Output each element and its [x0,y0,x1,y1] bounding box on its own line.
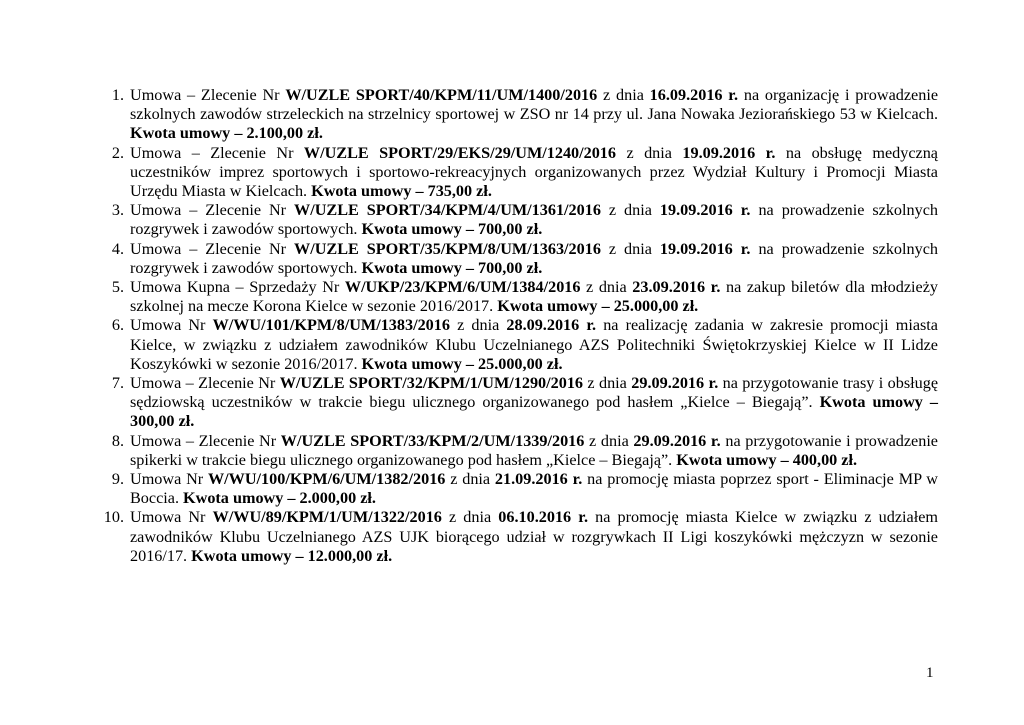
regular-text: z dnia [616,143,683,162]
bold-text: Kwota umowy – 300,00 zł. [130,393,938,431]
item-number: 5. [111,278,124,297]
bold-text: Kwota umowy – 700,00 zł. [361,220,543,239]
regular-text: Umowa – Zlecenie Nr [130,431,281,450]
regular-text: z dnia [600,201,660,220]
regular-text: na prowadzenie szkolnych rozgrywek i zawodów sportowych. [130,201,938,239]
regular-text: na przygotowanie trasy i obsługę sędziowską uczestników w trakcie biegu ulicznego organizowanego pod hasłem „Kielce – Biegają”. [130,374,938,412]
bold-text: 19.09.2016 r. [659,239,751,258]
bold-text: Kwota umowy – 735,00 zł. [311,182,492,201]
contract-item [0,144,1024,202]
bold-text: W/UZLE SPORT/33/KPM/2/UM/1339/2016 [280,431,585,450]
bold-text: W/UZLE SPORT/40/KPM/11/UM/1400/2016 [285,86,598,104]
regular-text: z dnia [597,86,650,104]
bold-text: W/UZLE SPORT/29/EKS/29/UM/1240/2016 [303,143,616,162]
item-number: 8. [111,431,124,450]
item-number: 1. [111,86,124,104]
regular-text: z dnia [445,470,495,489]
item-number: 7. [111,374,124,393]
regular-text: z dnia [583,374,632,393]
contract-item [0,508,1024,566]
item-number: 10. [103,508,124,527]
bold-text: W/WU/100/KPM/6/UM/1382/2016 [207,470,446,489]
bold-text: 29.09.2016 r. [633,431,721,450]
contract-item [0,240,1024,278]
bold-text: 21.09.2016 r. [494,470,583,489]
regular-text: na organizację i prowadzenie szkolnych zawodów strzeleckich na strzelnicy sportowej w ZSO nr 14 przy ul. Jana Nowaka Jeziorańskiego 53 w Kielcach. [130,86,939,124]
bold-text: W/UKP/23/KPM/6/UM/1384/2016 [344,278,581,297]
bold-text: 23.09.2016 r. [632,278,721,297]
bold-text: W/UZLE SPORT/35/KPM/8/UM/1363/2016 [294,239,601,258]
regular-text: na obsługę medyczną uczestników imprez sportowych i sportowo-rekreacyjnych organizowanych przez Wydział Kultury i Promocji Miasta Urzędu Miasta w Kielcach. [130,143,938,201]
regular-text: na promocję miasta Kielce w związku z udziałem zawodników Klubu Uczelnianego AZS UJK biorącego udział w rozgrywkach II Ligi koszykówki mężczyzn w sezonie 2016/17. [130,508,938,565]
bold-text: 19.09.2016 r. [659,201,751,220]
bold-text: W/WU/89/KPM/1/UM/1322/2016 [212,508,442,527]
contract-item [0,316,1024,374]
regular-text: z dnia [580,278,633,297]
contract-item [0,201,1024,239]
item-text [130,201,938,239]
bold-text: Kwota umowy – 2.100,00 zł. [130,124,323,143]
regular-text: na zakup biletów dla młodzieży szkolnej na mecze Korona Kielce w sezonie 2016/2017. [130,278,938,316]
item-text [130,278,938,316]
item-number: 2. [111,143,124,162]
bold-text: 28.09.2016 r. [506,316,597,335]
bold-text: Kwota umowy – 2.000,00 zł. [183,489,376,508]
bold-text: Kwota umowy – 25.000,00 zł. [497,297,699,316]
regular-text: Umowa Nr [130,470,208,489]
contract-item [0,470,1024,508]
item-text [130,432,938,470]
regular-text: na realizację zadania w zakresie promocji miasta Kielce, w związku z udziałem zawodników Klubu Uczelnianego AZS Politechniki Świętokrzyskiej Kielce w II Lidze Koszykówki w sezonie 2016/2017. [130,316,938,373]
regular-text: na przygotowanie i prowadzenie spikerki w trakcie biegu ulicznego organizowanego pod hasłem „Kielce – Biegają”. [130,431,938,469]
contract-item [0,432,1024,470]
bold-text: W/UZLE SPORT/32/KPM/1/UM/1290/2016 [279,374,584,393]
item-text [130,374,938,432]
item-text [130,470,938,508]
bold-text: Kwota umowy – 25.000,00 zł. [361,354,563,373]
item-text [130,86,938,144]
regular-text: na promocję miasta poprzez sport - Eliminacje MP w Boccia. [130,470,938,508]
page-number: 1 [926,665,934,681]
bold-text: Kwota umowy – 400,00 zł. [676,450,858,469]
regular-text: z dnia [441,508,499,527]
item-text [130,144,938,202]
contract-item [0,374,1024,432]
item-number: 4. [111,239,124,258]
regular-text: Umowa – Zlecenie Nr [130,374,280,393]
regular-text: z dnia [600,239,660,258]
item-text [130,240,938,278]
regular-text: Umowa – Zlecenie Nr [130,201,295,220]
bold-text: W/UZLE SPORT/34/KPM/4/UM/1361/2016 [294,201,601,220]
regular-text: Umowa Nr [130,316,213,335]
regular-text: Umowa Kupna – Sprzedaży Nr [130,278,345,297]
bold-text: Kwota umowy – 700,00 zł. [361,258,543,277]
bold-text: Kwota umowy – 12.000,00 zł. [191,546,393,565]
regular-text: z dnia [584,431,634,450]
bold-text: W/WU/101/KPM/8/UM/1383/2016 [212,316,450,335]
item-number: 9. [111,470,124,489]
regular-text: Umowa – Zlecenie Nr [130,143,304,162]
bold-text: 16.09.2016 r. [649,86,739,104]
bold-text: 06.10.2016 r. [498,508,589,527]
bold-text: 19.09.2016 r. [682,143,776,162]
regular-text: Umowa Nr [130,508,213,527]
contract-item [0,86,1024,144]
regular-text: z dnia [449,316,507,335]
regular-text: Umowa – Zlecenie Nr [130,239,295,258]
contract-list [0,86,1024,566]
item-number: 3. [111,201,124,220]
item-text [130,508,938,566]
bold-text: 29.09.2016 r. [631,374,719,393]
item-number: 6. [111,316,124,335]
regular-text: Umowa – Zlecenie Nr [130,86,286,104]
item-text [130,316,938,374]
regular-text: na prowadzenie szkolnych rozgrywek i zawodów sportowych. [130,239,938,277]
contract-item [0,278,1024,316]
